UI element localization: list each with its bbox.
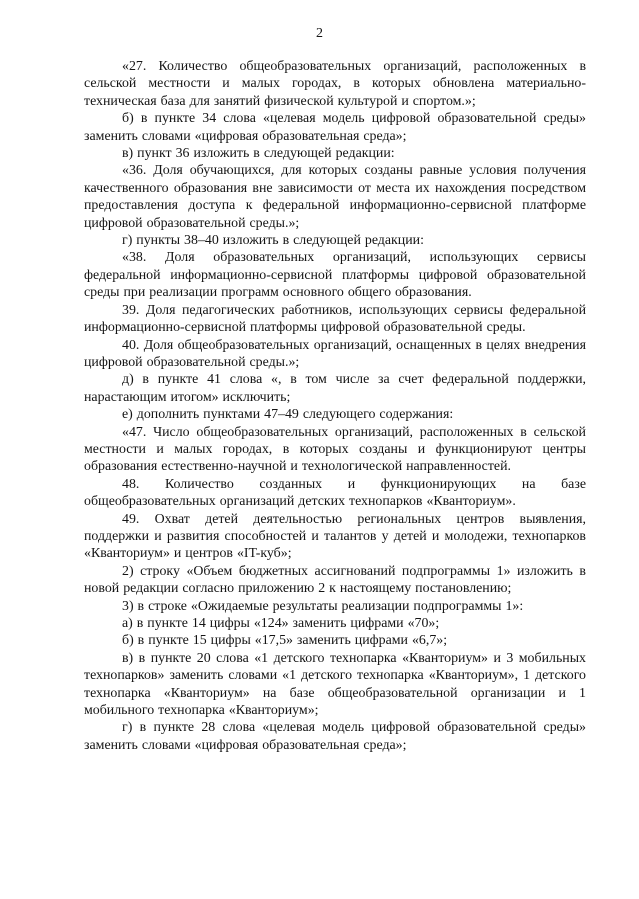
- paragraph: в) пункт 36 изложить в следующей редакции:: [122, 146, 395, 162]
- paragraph: а) в пункте 14 цифры «124» заменить цифрами «70»;: [122, 616, 440, 631]
- paragraph: 49. Охват детей деятельностью региональных центров выявления, поддержки и развития способностей и талантов у детей и молодежи, технопарков «Кванториум» и центров «IT-куб»;: [84, 511, 586, 562]
- paragraph: «47. Число общеобразовательных организаций, расположенных в сельской местности и малых городах, в которых созданы и функционируют центры образования естественно-научной и технологической направленностей.: [84, 424, 586, 475]
- paragraph: е) дополнить пунктами 47–49 следующего содержания:: [122, 407, 454, 423]
- paragraph: 39. Доля педагогических работников, использующих сервисы федеральной информационно-сервисной платформы цифровой образовательной среды.: [84, 302, 586, 336]
- paragraph: 3) в строке «Ожидаемые результаты реализации подпрограммы 1»:: [122, 598, 524, 614]
- document-body: [84, 58, 586, 754]
- paragraph: «27. Количество общеобразовательных организаций, расположенных в сельской местности и малых городах, в которых обновлена материально-техническая база для занятий физической культурой и спортом.»;: [84, 59, 586, 109]
- paragraph: д) в пункте 41 слова «, в том числе за счет федеральной поддержки, нарастающим итогом» исключить;: [84, 372, 586, 405]
- paragraph: в) в пункте 20 слова «1 детского технопарка «Кванториум» и 3 мобильных технопарков» заменить словами «1 детского технопарка «Кванториум», 1 детского технопарка «Кванториум» на базе общеобразовательной организации и 1 мобильного технопарка «Кванториум»;: [84, 650, 586, 719]
- paragraph: «38. Доля образовательных организаций, использующих сервисы федеральной информационно-сервисной платформы цифровой образовательной среды при реализации программ основного общего образования.: [84, 250, 586, 301]
- paragraph: г) пункты 38–40 изложить в следующей редакции:: [122, 233, 424, 249]
- paragraph: «36. Доля обучающихся, для которых созданы равные условия получения качественного образования вне зависимости от места их нахождения посредством предоставления доступа к федеральной информационно-сервисной платформе цифровой образовательной среды.»;: [84, 163, 586, 231]
- page-number: 2: [316, 26, 323, 41]
- paragraph: б) в пункте 15 цифры «17,5» заменить цифрами «6,7»;: [122, 633, 448, 649]
- paragraph: 2) строку «Объем бюджетных ассигнований подпрограммы 1» изложить в новой редакции согласно приложению 2 к настоящему постановлению;: [84, 563, 586, 597]
- paragraph: б) в пункте 34 слова «целевая модель цифровой образовательной среды» заменить словами «цифровая образовательная среда»;: [84, 111, 586, 144]
- paragraph: 40. Доля общеобразовательных организаций, оснащенных в целях внедрения цифровой образовательной среды.»;: [84, 337, 586, 370]
- paragraph: г) в пункте 28 слова «целевая модель цифровой образовательной среды» заменить словами «цифровая образовательная среда»;: [84, 720, 586, 753]
- paragraph: 48. Количество созданных и функционирующих на базе общеобразовательных организаций детских технопарков «Кванториум».: [84, 476, 586, 510]
